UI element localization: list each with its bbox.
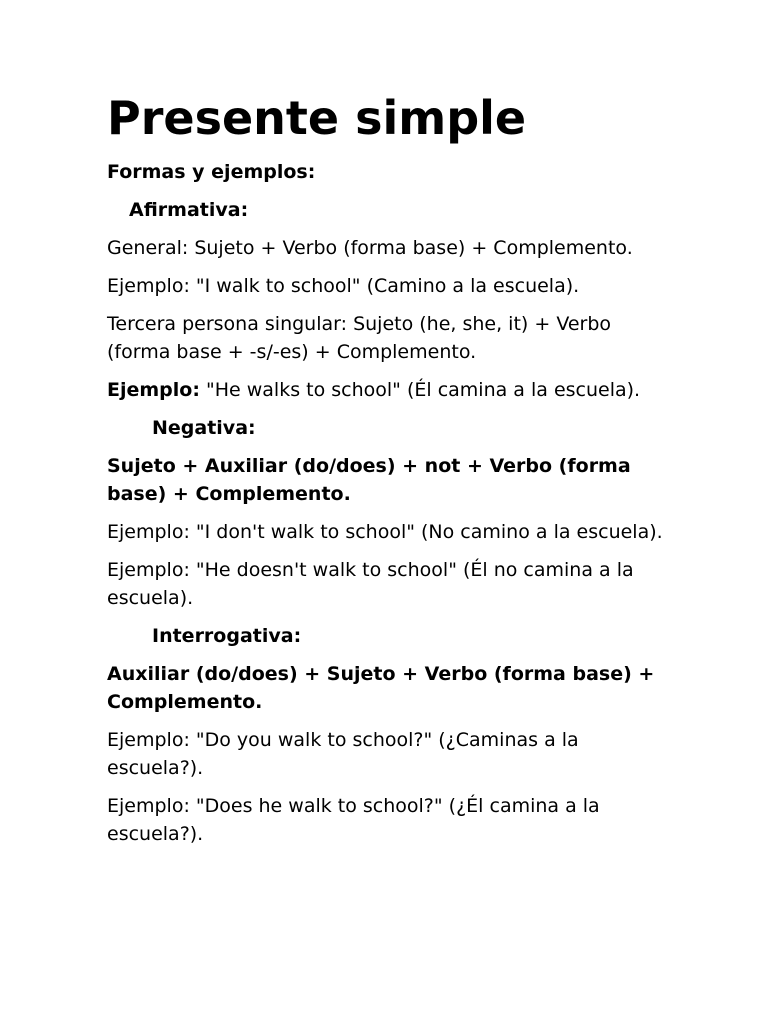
afirmativa-example-1: Ejemplo: "I walk to school" (Camino a la escuela). (107, 275, 580, 297)
afirmativa-example-2 (107, 376, 677, 404)
interrogativa-example-1: Ejemplo: "Do you walk to school?" (¿Caminas a la escuela?). (107, 729, 579, 779)
page-title: Presente simple (107, 91, 527, 145)
interrogativa-example-2: Ejemplo: "Does he walk to school?" (¿Él camina a la escuela?). (107, 795, 600, 845)
negativa-structure: Sujeto + Auxiliar (do/does) + not + Verbo (forma base) + Complemento. (107, 455, 631, 505)
afirmativa-heading: Afirmativa: (129, 199, 249, 221)
afirmativa-third-person: Tercera persona singular: Sujeto (he, she, it) + Verbo (forma base + -s/-es) + Complemento. (107, 313, 612, 363)
afirmativa-general: General: Sujeto + Verbo (forma base) + Complemento. (107, 237, 633, 259)
example-label: Ejemplo: (107, 379, 200, 401)
document-page (107, 90, 677, 858)
negativa-example-2: Ejemplo: "He doesn't walk to school" (Él no camina a la escuela). (107, 559, 634, 609)
negativa-example-1: Ejemplo: "I don't walk to school" (No camino a la escuela). (107, 521, 663, 543)
negativa-heading: Negativa: (152, 417, 256, 439)
section-heading: Formas y ejemplos: (107, 161, 316, 183)
interrogativa-structure: Auxiliar (do/does) + Sujeto + Verbo (forma base) + Complemento. (107, 663, 655, 713)
interrogativa-heading: Interrogativa: (152, 625, 302, 647)
example-text: "He walks to school" (Él camina a la escuela). (199, 379, 641, 401)
